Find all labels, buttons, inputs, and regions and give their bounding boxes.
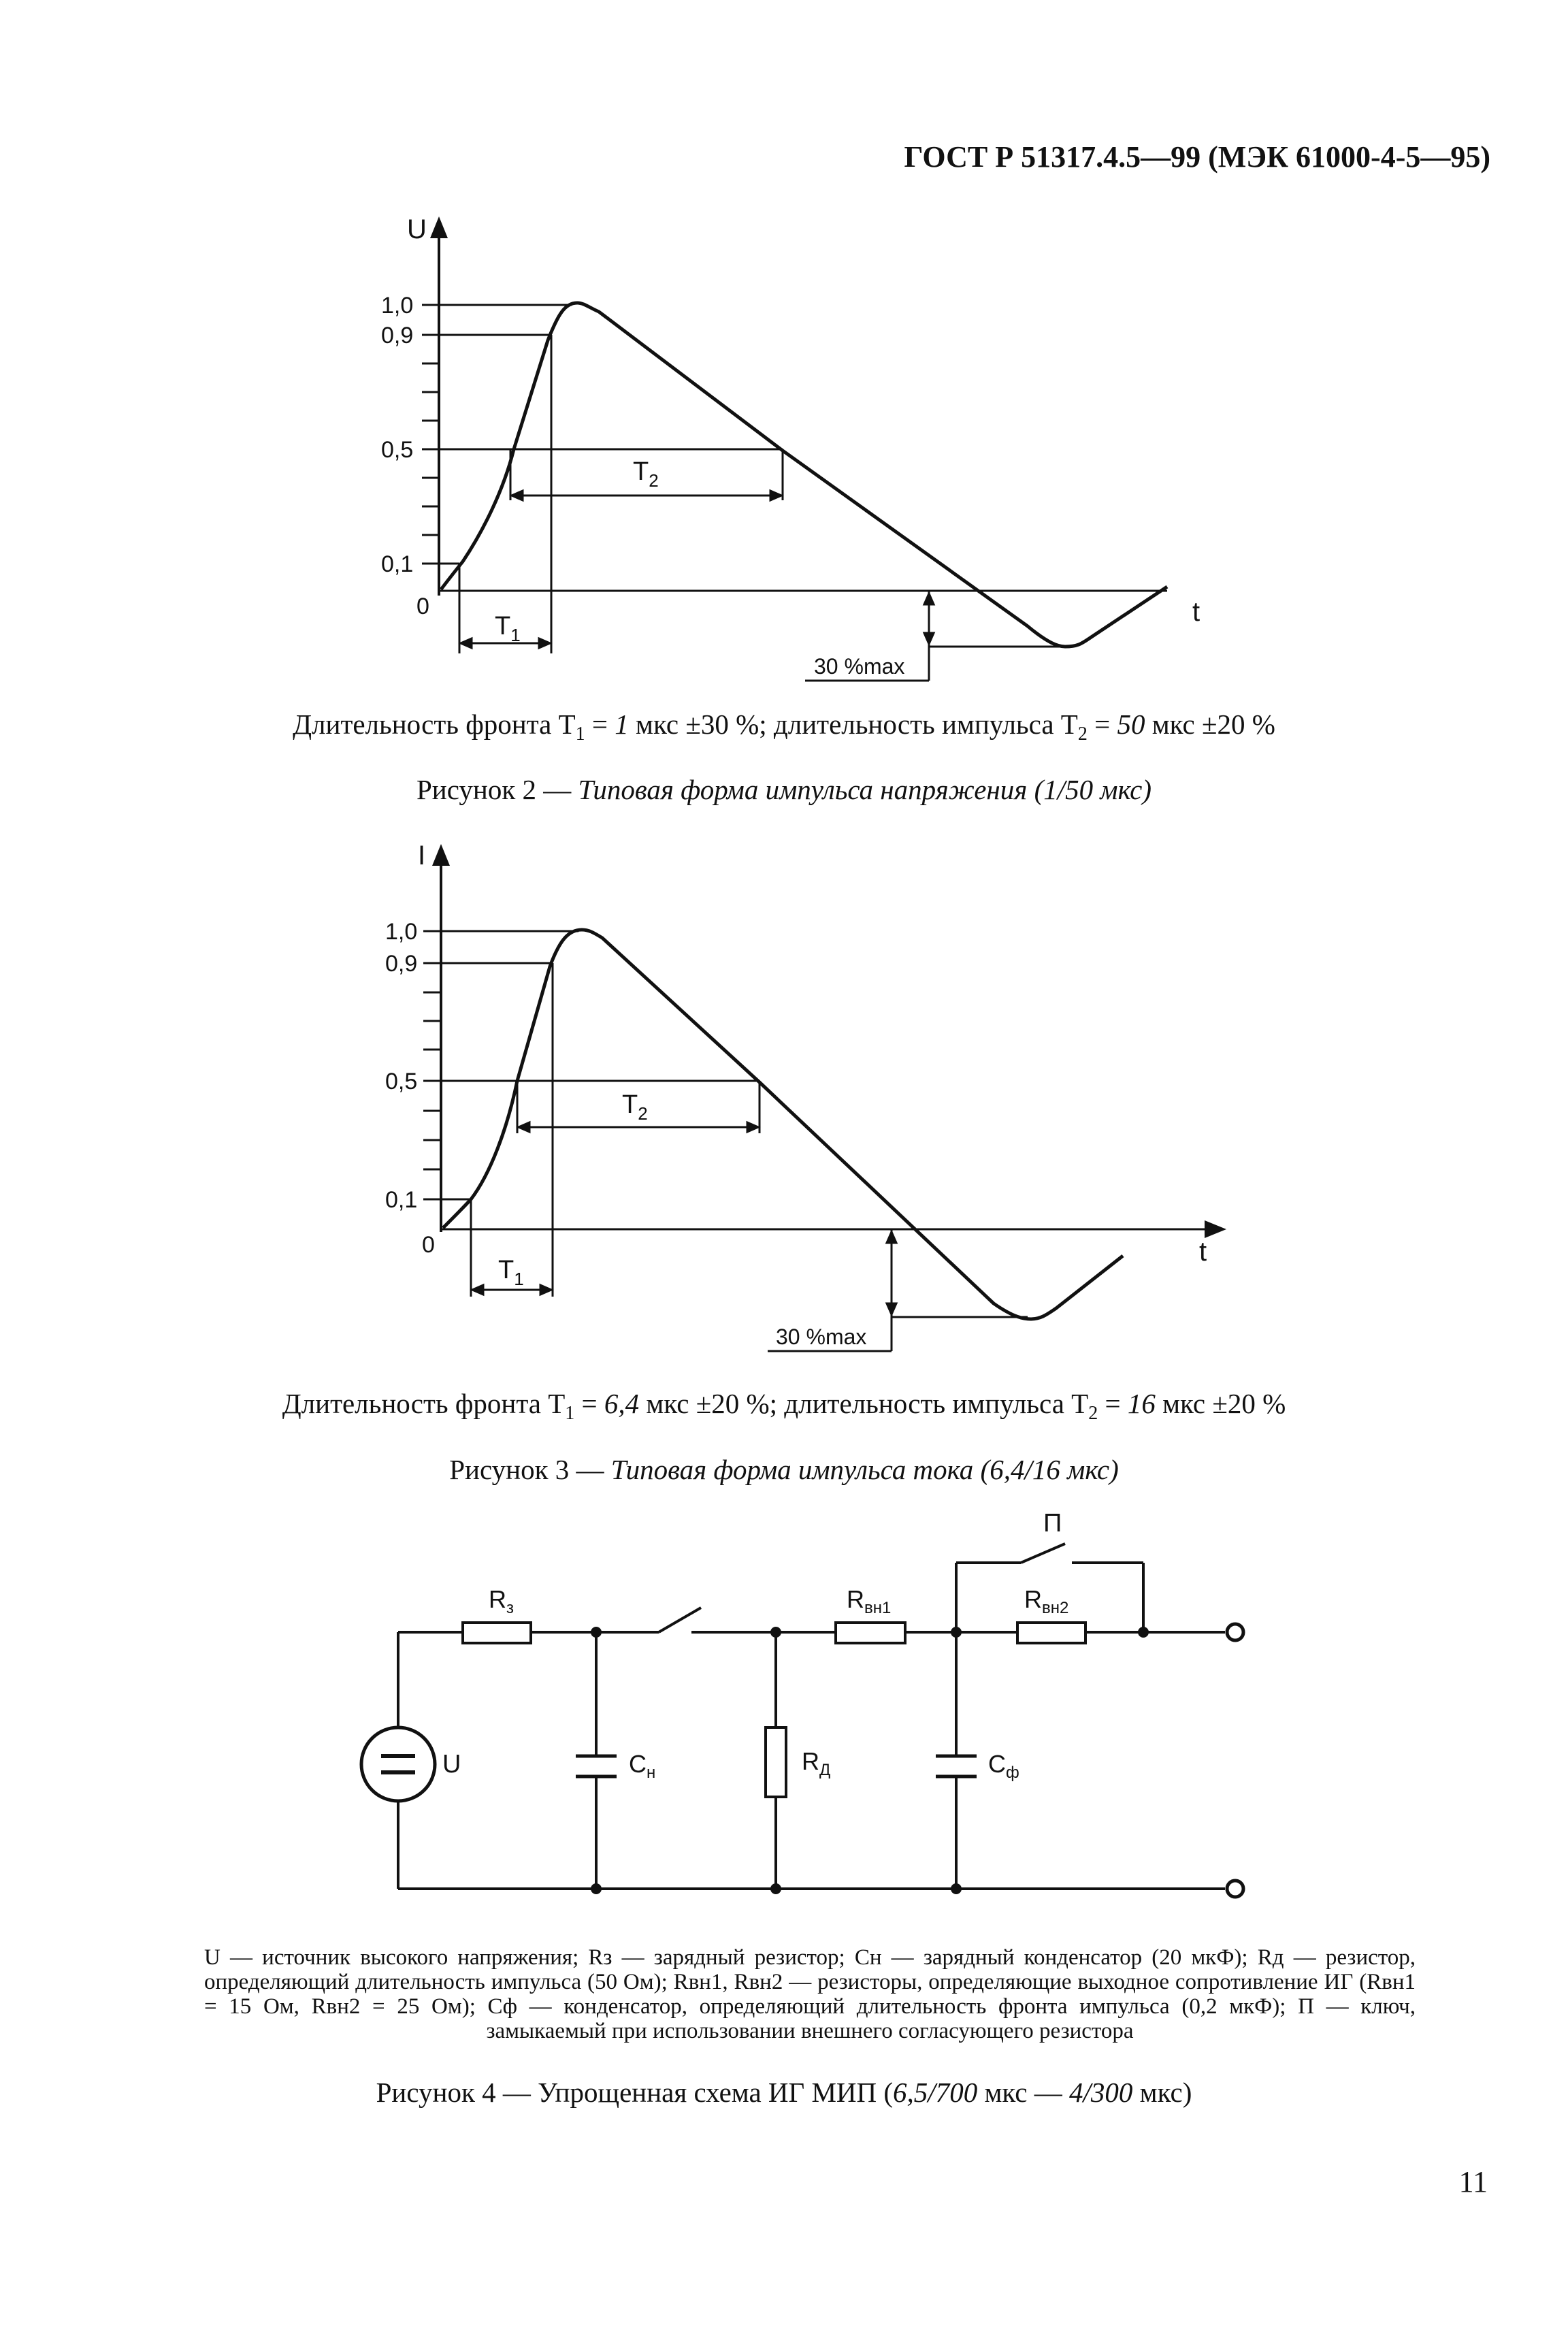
x-axis-label: t: [1192, 597, 1200, 627]
resistor-rvn1: [836, 1623, 905, 1643]
figure-4-caption: Рисунок 4 — Упрощенная схема ИГ МИП (6,5/700 мкс — 4/300 мкс): [376, 2077, 1192, 2108]
figure-2-note: Длительность фронта $T_1 = 1$ мкс ±30 %; длительность импульса $T_2 = 50$ мкс ±20 %: [293, 709, 1275, 745]
tick-label-0-1: 0,1: [381, 551, 414, 577]
rvn1-label: $R_{вн1}$: [847, 1585, 892, 1617]
t1-label: $T_1$: [498, 1256, 524, 1289]
tick-label-0-5: 0,5: [381, 437, 414, 463]
tick-label-0-1: 0,1: [385, 1187, 418, 1213]
junction-dots: [591, 1627, 1149, 1894]
t1-label: $T_1$: [495, 612, 521, 645]
x-axis-label: t: [1199, 1237, 1207, 1267]
tick-label-0-9: 0,9: [381, 323, 414, 348]
resistor-rd: [766, 1727, 786, 1797]
figure-4-legend: U — источник высокого напряжения; Rз — зарядный резистор; Cн — зарядный конденсатор (20 мкФ); Rд — резистор, определяющий длительность импульса (50 Ом); Rвн1, Rвн2 — резисторы, определяющие выходное сопротивление ИГ (Rвн1 = 15 Ом, Rвн2 = 25 Ом); Cф — конденсатор, определяющий длительность фронта импульса (0,2 мкФ); П — ключ, замыкаемый при использовании внешнего согласующего резистора: [204, 1945, 1416, 2043]
y-axis-label: I: [418, 841, 426, 871]
switch-label: П: [1043, 1509, 1062, 1538]
source-label: U: [442, 1750, 461, 1779]
document-header: ГОСТ Р 51317.4.5—99 (МЭК 61000-4-5—95): [904, 140, 1490, 174]
page-number: 11: [1458, 2165, 1488, 2198]
tick-label-0-9: 0,9: [385, 951, 418, 977]
switch-main: [659, 1608, 701, 1632]
rvn2-label: $R_{вн2}$: [1024, 1585, 1069, 1617]
switch-p: [1021, 1544, 1065, 1563]
undershoot-label: 30 %max: [814, 654, 905, 679]
figure-3-note: Длительность фронта $T_1 = 6,4$ мкс ±20 %; длительность импульса $T_2 = 16$ мкс ±20 %: [282, 1388, 1286, 1425]
capacitor-cn: [576, 1756, 617, 1776]
undershoot-label: 30 %max: [776, 1325, 867, 1349]
tick-label-0: 0: [416, 594, 429, 619]
r3-label: $R_з$: [489, 1585, 514, 1617]
tick-label-1-0: 1,0: [381, 293, 414, 319]
capacitor-cf: [936, 1756, 977, 1776]
output-terminal-bottom: [1227, 1881, 1243, 1897]
resistor-rvn2: [1017, 1623, 1085, 1643]
figure-2-caption: Рисунок 2 — Типовая форма импульса напряжения (1/50 мкс): [416, 774, 1152, 805]
tick-label-0-5: 0,5: [385, 1069, 418, 1094]
tick-label-0: 0: [422, 1232, 435, 1258]
t2-label: $T_2$: [622, 1090, 648, 1124]
resistor-r3: [463, 1623, 531, 1643]
figure-3-caption: Рисунок 3 — Типовая форма импульса тока (6,4/16 мкс): [449, 1454, 1119, 1485]
output-terminal-top: [1227, 1624, 1243, 1640]
cn-label: $C_н$: [629, 1750, 656, 1782]
cf-label: $C_ф$: [988, 1750, 1019, 1782]
tick-label-1-0: 1,0: [385, 919, 418, 945]
y-axis-label: U: [407, 214, 427, 244]
rd-label: $R_Д$: [802, 1747, 831, 1779]
voltage-source-icon: [361, 1727, 435, 1801]
t2-label: $T_2$: [633, 457, 659, 491]
